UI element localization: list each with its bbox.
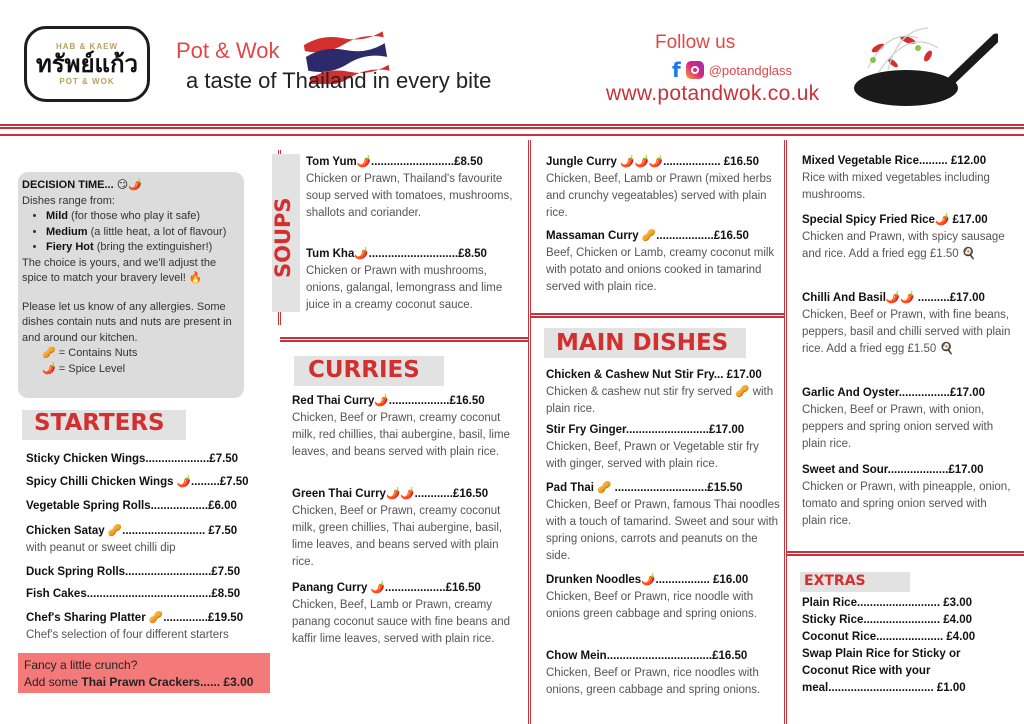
soup-item: Tum Kha🌶️............................£8.50 Chicken or Prawn with mushrooms, onions, galangal, lemongrass and lime juice in a creamy coconut sauce. [306,248,503,311]
social-links [672,58,792,82]
curry-item: Massaman Curry 🥜..................£16.50 Beef, Chicken or Lamb, creamy coconut milk with potato and onions cooked in tamarind served with plain rice. [546,230,775,293]
extras-title: EXTRAS [804,573,866,589]
header-divider-2 [0,134,1024,136]
main-item: Chow Mein.................................£16.50 Chicken, Beef or Prawn, rice noodles with onions, green cabbage and spring onions. [546,650,761,696]
rice-item: Special Spicy Fried Rice🌶️ £17.00 Chicken and Prawn, with spicy sausage and rice. Add a fried egg £1.50 🍳 [802,214,1005,260]
peanut-icon: 🥜 [42,347,56,359]
crunch-line1: Fancy a little crunch? [24,658,138,672]
curry-item: Red Thai Curry🌶️...................£16.50 Chicken, Beef or Prawn, creamy coconut milk, red chillies, thai aubergine, basil, lime leaves, and beans served with plain rice. [292,395,510,458]
curry-item: Panang Curry 🌶️...................£16.50 Chicken, Beef, Lamb or Prawn, creamy panang coconut sauce with fine beans and kaffir lime leaves, served with plain rice. [292,582,511,645]
divider [528,140,531,724]
starters-title: STARTERS [34,410,165,436]
facebook-icon[interactable]: f [672,58,681,82]
level-medium: • Medium (a little heat, a lot of flavour) [46,225,240,241]
starter-item: Vegetable Spring Rolls..................£6.00 [26,500,237,512]
main-item: Pad Thai 🥜 .............................£15.50 Chicken, Beef or Prawn, famous Thai noodles with a touch of tamarind. Sweet and sour with spring onions, carrots and peanuts on the side. [546,482,780,562]
rice-item: Garlic And Oyster................£17.00 Chicken, Beef or Prawn, with onion, peppers and spring onion served with plain rice. [802,387,994,450]
instagram-icon[interactable] [686,61,704,79]
starter-item: Sticky Chicken Wings....................£7.50 [26,453,239,465]
rice-item: Mixed Vegetable Rice......... £12.00 Rice with mixed vegetables including mushrooms. [802,155,990,201]
decision-choice: The choice is yours, and we'll adjust the spice to match your bravery level! 🔥 [22,256,217,284]
main-item: Drunken Noodles🌶️................. £16.00 Chicken, Beef or Prawn, rice noodle with onions green cabbage and spring onions. [546,574,757,620]
divider [784,140,787,724]
follow-heading: Follow us [655,32,736,53]
starter-item: Chef's Sharing Platter 🥜..............£19.50 Chef's selection of four different starters [26,612,244,641]
website-link[interactable]: www.potandwok.co.uk [606,82,820,105]
wok-icon [848,18,998,114]
spice-key: 🌶️ = Spice Level [42,362,126,375]
chili-icon: 🌶️ [42,362,56,375]
nuts-key: 🥜 = Contains Nuts [42,347,138,359]
extra-item: Coconut Rice with your [802,665,931,677]
decision-panel [18,172,244,398]
decision-title: DECISION TIME... 😏🌶️ [22,179,142,191]
tagline: a taste of Thailand in every bite [186,68,492,93]
soups-title: SOUPS [271,197,295,278]
divider [786,551,1024,556]
main-item: Stir Fry Ginger..........................£17.00 Chicken, Beef, Prawn or Vegetable stir fry with ginger, served with plain rice. [546,424,759,470]
crunch-line2: Add some Thai Prawn Crackers...... £3.00 [24,675,254,689]
social-handle[interactable]: @potandglass [708,62,793,78]
curries-title: CURRIES [308,357,420,383]
starter-item: Fish Cakes.......................................£8.50 [26,588,241,600]
divider [530,313,784,318]
main-item: Chicken & Cashew Nut Stir Fry... £17.00 Chicken & cashew nut stir fry served 🥜 with plain rice. [546,369,774,415]
decision-intro: Dishes range from: [22,194,115,207]
crunch-promo [18,653,270,693]
header-divider [0,124,1024,129]
extra-item: Plain Rice.......................... £3.00 [802,597,973,609]
soup-item: Tom Yum🌶️..........................£8.50 Chicken or Prawn, Thailand's favourite soup served with tomatoes, mushrooms, shallots and coriander. [306,156,513,219]
level-mild: • Mild (for those who play it safe) [46,209,240,225]
curry-item: Green Thai Curry🌶️🌶️............£16.50 Chicken, Beef or Prawn, creamy coconut milk, green chillies, Thai aubergine, basil, lime leaves, and beans served with plain rice. [292,488,503,568]
starter-item: Chicken Satay 🥜.......................... £7.50 with peanut or sweet chilli dip [26,525,238,554]
level-fiery: • Fiery Hot (bring the extinguisher!) [46,240,240,256]
logo-main-text: ทรัพย์แก้ว [35,49,139,78]
extra-item: meal................................. £1.00 [802,682,966,694]
rice-item: Sweet and Sour...................£17.00 Chicken or Prawn, with pineapple, onion, tomato and spring onion served with plain rice. [802,464,1011,527]
curry-item: Jungle Curry 🌶️🌶️🌶️.................. £16.50 Chicken, Beef, Lamb or Prawn (mixed herbs and crunchy vegeatables) served with plain rice. [546,156,772,219]
logo-top-text: HAB & KAEW [56,42,118,51]
logo [24,26,150,102]
extra-item: Coconut Rice..................... £4.00 [802,631,976,643]
rice-item: Chilli And Basil🌶️🌶️ ..........£17.00 Chicken, Beef or Prawn, with fine beans, peppers, basil and chilli served with plain rice. Add a fried egg £1.50 🍳 [802,292,1011,355]
extras-list [802,595,1012,697]
allergy-note: Please let us know of any allergies. Some dishes contain nuts and nuts are present in and around our kitchen. [22,300,232,344]
logo-bottom-text: POT & WOK [59,77,115,86]
main-dishes-title: MAIN DISHES [556,330,729,356]
brand-name: Pot & Wok [176,38,280,63]
extra-item: Sticky Rice........................ £4.00 [802,614,973,626]
starter-item: Spicy Chilli Chicken Wings 🌶️.........£7.50 [26,476,249,488]
divider [280,337,528,342]
starter-item: Duck Spring Rolls...........................£7.50 [26,566,241,578]
extra-item: Swap Plain Rice for Sticky or [802,648,961,660]
